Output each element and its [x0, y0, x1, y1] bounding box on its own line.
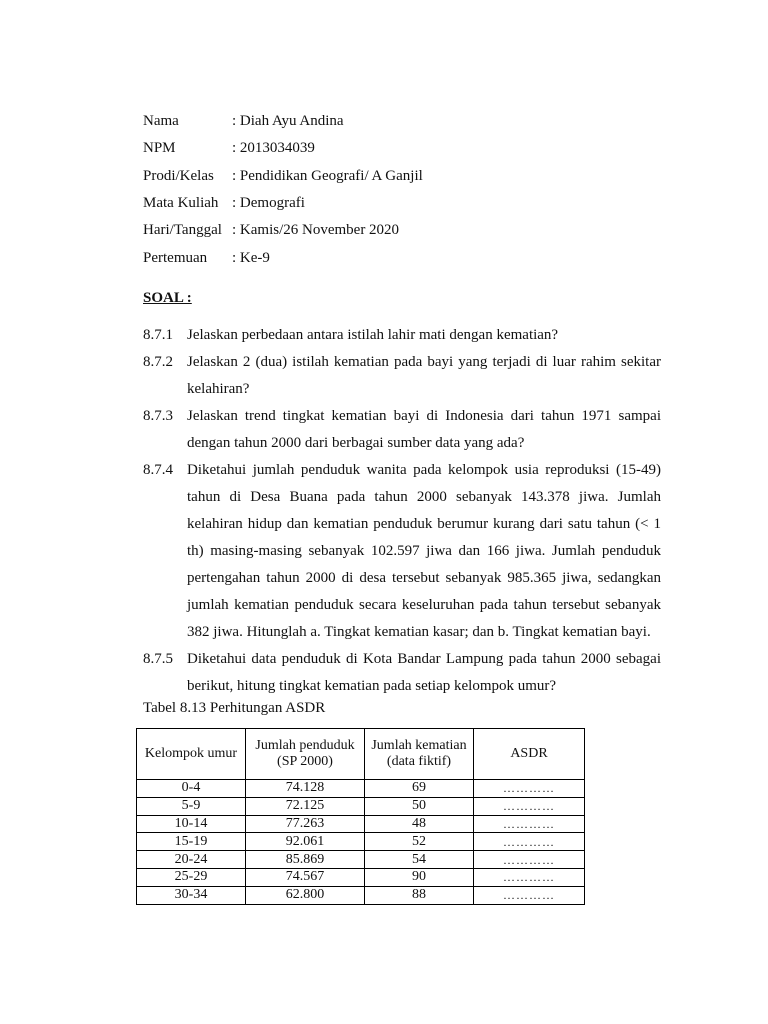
info-value: : Pendidikan Geografi/ A Ganjil — [232, 167, 423, 184]
table-row — [137, 797, 585, 815]
info-row-mata-kuliah — [143, 190, 423, 217]
question-text: Jelaskan perbedaan antara istilah lahir mati dengan kematian? — [187, 327, 559, 343]
question-number: 8.7.3 — [143, 408, 173, 424]
table-cell: 20-24 — [137, 851, 246, 869]
table-cell: ………… — [474, 815, 585, 833]
question-item — [143, 322, 661, 349]
table-cell: 74.128 — [246, 780, 365, 798]
table-row — [137, 815, 585, 833]
table-cell: 25-29 — [137, 868, 246, 886]
question-text: Jelaskan 2 (dua) istilah kematian pada bayi yang terjadi di luar rahim sekitar kelahiran? — [187, 354, 661, 397]
table-cell: 50 — [365, 797, 474, 815]
student-info — [143, 108, 423, 272]
table-cell: 77.263 — [246, 815, 365, 833]
question-item — [143, 646, 661, 700]
info-value: : 2013034039 — [232, 140, 315, 157]
table-cell: 85.869 — [246, 851, 365, 869]
question-text: Diketahui jumlah penduduk wanita pada kelompok usia reproduksi (15-49) tahun di Desa Buana pada tahun 2000 sebanyak 143.378 jiwa. Jumlah kelahiran hidup dan kematian penduduk berumur kurang dari satu tahun (< 1 th) masing-masing sebanyak 102.597 jiwa dan 166 jiwa. Jumlah penduduk pertengahan tahun 2000 di desa tersebut sebanyak 985.365 jiwa, sedangkan jumlah kematian penduduk secara keseluruhan pada tahun tersebut sebanyak 382 jiwa. Hitunglah a. Tingkat kematian kasar; dan b. Tingkat kematian bayi. — [187, 462, 661, 640]
info-label: Hari/Tanggal — [143, 222, 222, 239]
question-number: 8.7.4 — [143, 462, 173, 478]
table-cell: ………… — [474, 886, 585, 904]
info-value: : Ke-9 — [232, 249, 270, 266]
table-cell: 62.800 — [246, 886, 365, 904]
table-cell: 90 — [365, 868, 474, 886]
table-cell: 15-19 — [137, 833, 246, 851]
table-cell: 0-4 — [137, 780, 246, 798]
info-label: NPM — [143, 140, 176, 157]
question-number: 8.7.1 — [143, 327, 173, 343]
info-value: : Kamis/26 November 2020 — [232, 222, 400, 239]
info-label: Mata Kuliah — [143, 195, 219, 212]
table-row — [137, 886, 585, 904]
column-header-asdr: ASDR — [474, 729, 585, 780]
column-header-deaths: Jumlah kematian (data fiktif) — [365, 729, 474, 780]
table-cell: ………… — [474, 868, 585, 886]
table-row — [137, 868, 585, 886]
question-number: 8.7.2 — [143, 354, 173, 370]
column-header-age-group: Kelompok umur — [137, 729, 246, 780]
table-row — [137, 780, 585, 798]
table-cell: ………… — [474, 851, 585, 869]
table-row — [137, 851, 585, 869]
table-cell: 88 — [365, 886, 474, 904]
table-caption: Tabel 8.13 Perhitungan ASDR — [143, 700, 326, 716]
info-value: : Diah Ayu Andina — [232, 113, 344, 130]
soal-heading: SOAL : — [143, 290, 192, 306]
info-label: Prodi/Kelas — [143, 167, 214, 184]
info-label: Nama — [143, 113, 179, 130]
table-cell: ………… — [474, 797, 585, 815]
table-cell: 74.567 — [246, 868, 365, 886]
table-cell: 92.061 — [246, 833, 365, 851]
column-header-population: Jumlah penduduk (SP 2000) — [246, 729, 365, 780]
table-header-row — [137, 729, 585, 780]
info-row-npm — [143, 135, 423, 162]
table-cell: 72.125 — [246, 797, 365, 815]
asdr-table — [136, 728, 585, 905]
question-list — [143, 322, 661, 700]
table-cell: 52 — [365, 833, 474, 851]
info-row-pertemuan — [143, 244, 423, 271]
question-item — [143, 403, 661, 457]
table-row — [137, 833, 585, 851]
table-cell: 69 — [365, 780, 474, 798]
table-cell: 30-34 — [137, 886, 246, 904]
table-cell: ………… — [474, 833, 585, 851]
question-text: Jelaskan trend tingkat kematian bayi di Indonesia dari tahun 1971 sampai dengan tahun 2000 dari berbagai sumber data yang ada? — [187, 408, 661, 451]
info-value: : Demografi — [232, 195, 305, 212]
table-cell: 48 — [365, 815, 474, 833]
question-item — [143, 457, 661, 646]
question-number: 8.7.5 — [143, 651, 173, 667]
table-cell: 5-9 — [137, 797, 246, 815]
table-cell: 54 — [365, 851, 474, 869]
info-label: Pertemuan — [143, 249, 208, 266]
question-item — [143, 349, 661, 403]
table-cell: ………… — [474, 780, 585, 798]
table-cell: 10-14 — [137, 815, 246, 833]
info-row-hari-tanggal — [143, 217, 423, 244]
question-text: Diketahui data penduduk di Kota Bandar Lampung pada tahun 2000 sebagai berikut, hitung tingkat kematian pada setiap kelompok umur? — [187, 651, 661, 694]
info-row-nama — [143, 108, 423, 135]
info-row-prodi — [143, 163, 423, 190]
